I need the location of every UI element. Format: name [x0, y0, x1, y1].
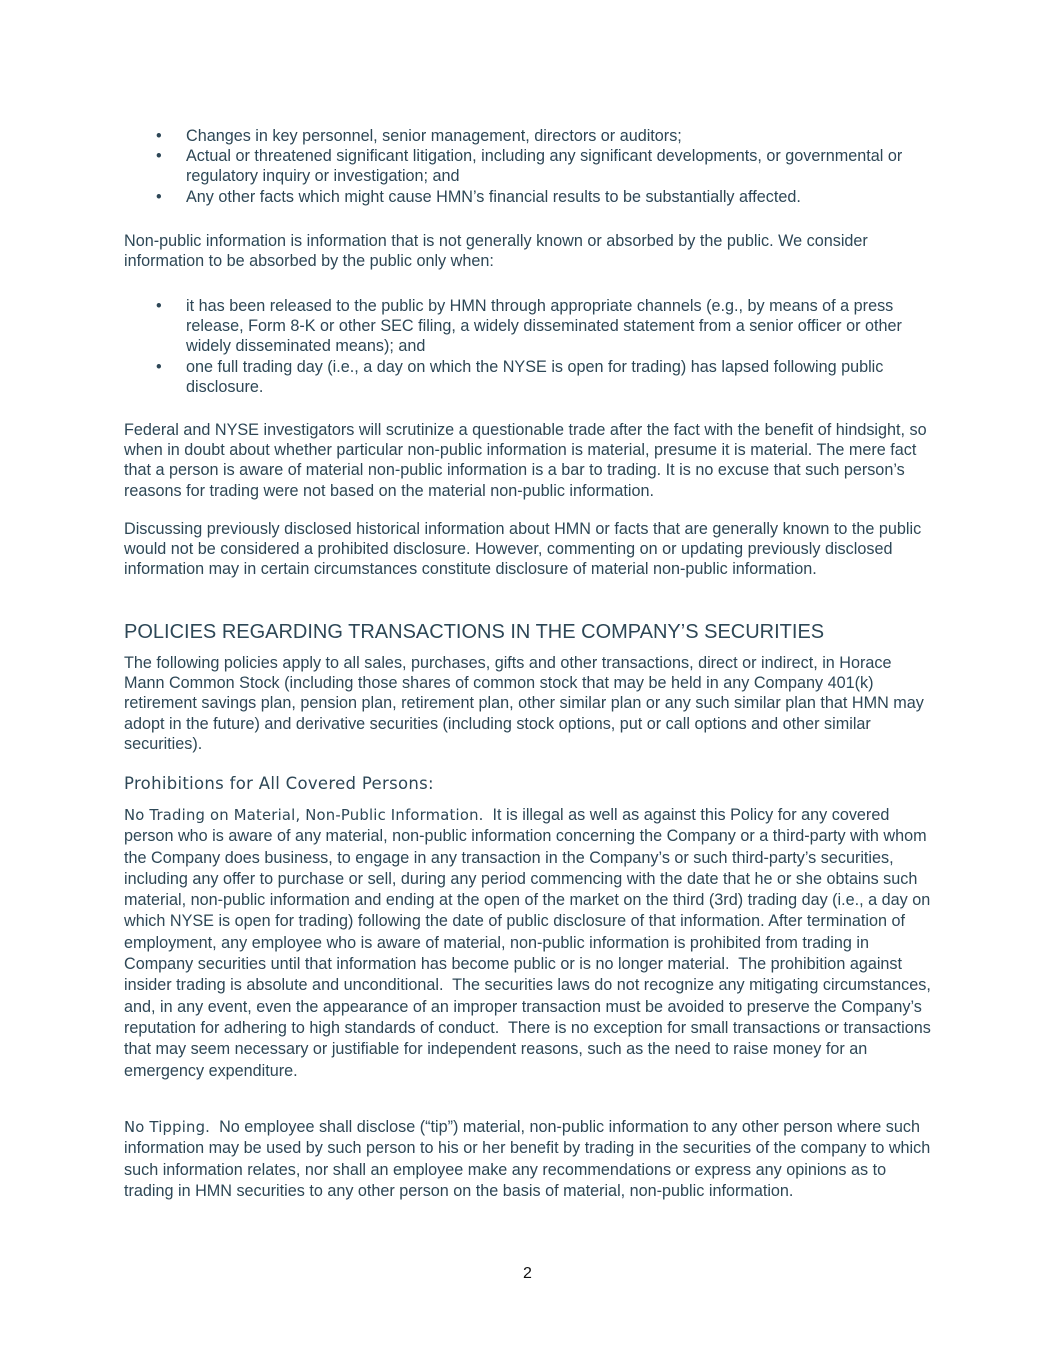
list-item: • Actual or threatened significant litigation, including any significant developments, or governmental or regulatory inquiry or investigation; and — [156, 147, 903, 186]
bullet-icon: • — [156, 127, 162, 145]
paragraph-discussing: Discussing previously disclosed historical information about HMN or facts that are generally known to the public would not be considered a prohibited disclosure. However, commenting on or updating previously disclosed information may in certain circumstances constitute disclosure of material non-public information. — [124, 520, 922, 579]
list-item: • one full trading day (i.e., a day on which the NYSE is open for trading) has lapsed following public disclosure. — [156, 357, 884, 396]
bullet-icon: • — [156, 187, 162, 206]
bullet-list-material-facts — [124, 126, 936, 207]
bullet-icon: • — [156, 297, 162, 315]
bullet-icon: • — [156, 147, 162, 166]
section-heading: POLICIES REGARDING TRANSACTIONS IN THE COMPANY’S SECURITIES — [124, 621, 825, 643]
paragraph-policies: The following policies apply to all sales, purchases, gifts and other transactions, direct or indirect, in Horace Mann Common Stock (including those shares of common stock that may be held in any Company 401(k) retirement savings plan, pension plan, retirement plan, other similar plan or any such similar plan that HMN may adopt in the future) and derivative securities (including stock options, put or call options and other similar securities). — [124, 654, 924, 753]
paragraph-lead: No Tipping. — [124, 1119, 211, 1136]
paragraph-nonpublic: Non-public information is information that is not generally known or absorbed by the public. We consider information to be absorbed by the public only when: — [124, 232, 868, 271]
paragraph-lead: No Trading on Material, Non-Public Information. — [124, 807, 484, 824]
paragraph-federal: Federal and NYSE investigators will scrutinize a questionable trade after the fact with the benefit of hindsight, so when in doubt about whether particular non-public information is material, presume it is material. The mere fact that a person is aware of material non-public information is a bar to trading. It is no excuse that such person’s reasons for trading were not based on the material non-public information. — [124, 421, 927, 500]
list-item: • it has been released to the public by HMN through appropriate channels (e.g., by means of a press release, Form 8-K or other SEC filing, a widely disseminated statement from a senior officer or other widely disseminated means); and — [156, 297, 902, 356]
subheading: Prohibitions for All Covered Persons: — [124, 774, 434, 793]
bullet-list-public — [124, 296, 936, 397]
bullet-icon: • — [156, 357, 162, 376]
page-number: 2 — [523, 1265, 532, 1282]
list-item: • Changes in key personnel, senior management, directors or auditors; — [156, 127, 682, 145]
paragraph-no-trading: No Trading on Material, Non-Public Information. It is illegal as well as against this Policy for any covered person who is aware of any material, non-public information concerning the Company or a third-party with whom the Company does business, to engage in any transaction in the Company’s or such third-party’s securities, including any offer to purchase or sell, during any period commencing with the date that he or she obtains such material, non-public information and ending at the open of the market on the third (3rd) trading day (i.e., a day on which NYSE is open for trading) following the date of public disclosure of that information. After termination of employment, any employee who is aware of material, non-public information is prohibited from trading in Company securities until that information has become public or is no longer material. The prohibition against insider trading is absolute and unconditional. The securities laws do not recognize any mitigating circumstances, and, in any event, even the appearance of an improper transaction must be avoided to preserve the Company’s reputation for adhering to high standards of conduct. There is no exception for small transactions or transactions that may seem necessary or justifiable for independent reasons, such as the need to raise money for an emergency expenditure. — [124, 806, 936, 1080]
list-item: • Any other facts which might cause HMN’s financial results to be substantially affected. — [156, 187, 801, 206]
paragraph-no-tipping: No Tipping. No employee shall disclose (“tip”) material, non-public information to any other person where such information may be used by such person to his or her benefit by trading in the securities of the company to which such information relates, nor shall an employee make any recommendations or express any opinions as to trading in HMN securities to any other person on the basis of material, non-public information. — [124, 1118, 935, 1200]
